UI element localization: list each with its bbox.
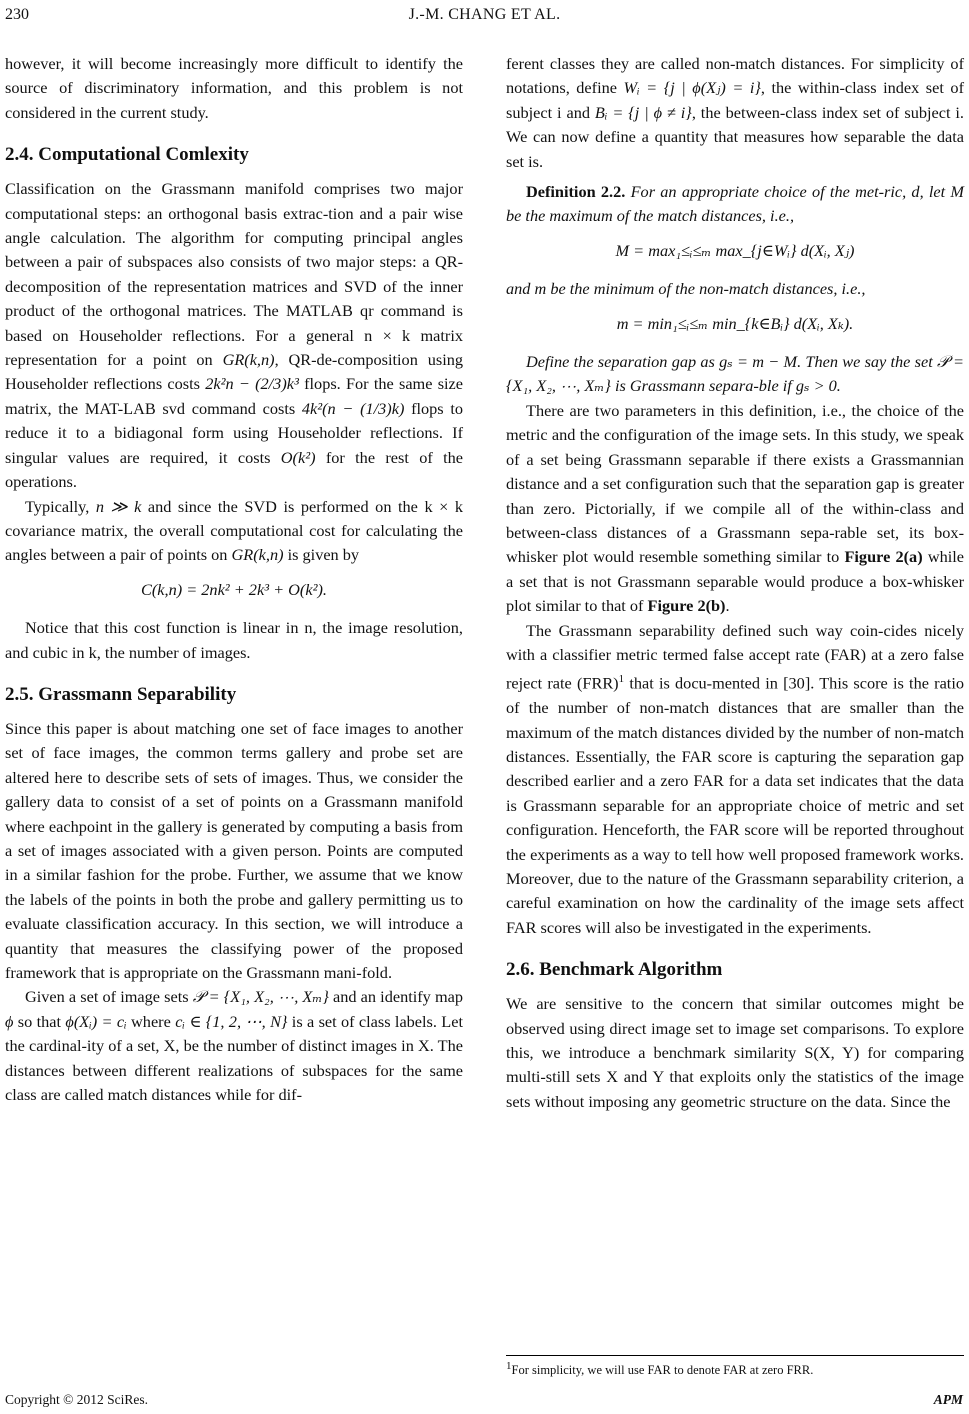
- page-number: 230: [5, 6, 29, 23]
- footnote-mark: 1: [618, 673, 625, 686]
- footnote-rule: [506, 1355, 964, 1356]
- math-svd-cost: 4k²(n − (1/3)k): [301, 398, 405, 418]
- paragraph-computational: Classification on the Grassmann manifold comprises two major computational steps: an orthogonal basis extrac-tion and a pair wise angle calculation. The algorithm for computing principal angles between a pair of subspaces also consists of two major steps: a QR-decomposition of the representation matrices and SVD of the inner product of the orthogonal matrices. The MATLAB qr command is based on Householder reflections. For a general n × k matrix representation for a point on GR(k,n), QR-de-composition using Householder reflections costs 2k²n − (2/3)k³ flops. For the same size matrix, the MAT-LAB svd command costs 4k²(n − (1/3)k) flops to reduce it to a bidiagonal form using Householder reflections. If singular values are required, it costs O(k²) for the rest of the operations.: [5, 179, 464, 492]
- section-heading-2-5: 2.5. Grassmann Separability: [5, 683, 237, 705]
- definition-text-2: and m be the minimum of the non-match distances, i.e.,: [506, 279, 866, 299]
- math-n-gg-k: n ≫ k: [95, 496, 142, 516]
- copyright: Copyright © 2012 SciRes.: [5, 1392, 149, 1407]
- math-phi-x: ϕ(Xᵢ) = cᵢ: [65, 1011, 127, 1031]
- footnote: $^1$For simplicity, we will use FAR to denote FAR at zero FRR.: [506, 1360, 814, 1378]
- math-grkn: GR(k,n): [222, 350, 275, 370]
- paragraph: however, it will become increasingly more difficult to identify the source of discriminatory information, and this problem is not considered in the current study.: [5, 54, 463, 122]
- math-set-2: 𝒫 = {X₁, X₂, ⋯, Xₘ}: [506, 352, 965, 396]
- section-heading-2-4: 2.4. Computational Comlexity: [5, 144, 249, 166]
- journal-name: APM: [933, 1392, 963, 1407]
- running-title: J.-M. CHANG ET AL.: [408, 6, 561, 23]
- math-bi: Bᵢ = {j | ϕ ≠ i}: [594, 102, 692, 122]
- paragraph: Notice that this cost function is linear in n, the image resolution, and cubic in k, the number of images.: [5, 618, 463, 662]
- math-qr-cost: 2k²n − (2/3)k³: [205, 374, 299, 394]
- math-phi: ϕ: [5, 1011, 14, 1031]
- paragraph-benchmark: We are sensitive to the concern that similar outcomes might be observed using direct image set to image set comparisons. To explore this, we introduce a benchmark similarity S(X, Y) for comparing multi-still sets X and Y that exploits only the statistics of the image sets without imposing any geometric structure on the data. Since the: [506, 994, 964, 1111]
- paragraph-image-sets: Given a set of image sets 𝒫 = {X₁, X₂, ⋯, Xₘ} and an identify map ϕ so that ϕ(Xᵢ) = cᵢ where cᵢ ∈ {1, 2, ⋯, N} is a set of class labels. Let the cardinal-ity of a set, X, be the number of distinct images in X. The distances between different realizations of subspaces for the same class are called match distances while for dif-: [5, 987, 464, 1105]
- paragraph-parameters: There are two parameters in this definition, i.e., the choice of the metric and the configuration of the image sets. In this study, we speak of a set being Grassmann separable if there exists a Grassmannian distance and a set configuration such that the separation gap is greater than zero. Pictorially, if we compile all of the within-class and between-class distances of a Grassmann sepa-rable set, its box-whisker plot would resemble something similar to Figure 2(a) while a set that is not Grassmann separable would produce a box-whisker plot similar to that of Figure 2(b).: [506, 400, 964, 616]
- definition-text-3: Define the separation gap as gₛ = m − M. Then we say the set 𝒫 = {X₁, X₂, ⋯, Xₘ} is Grassmann separa-ble if gₛ > 0.: [506, 352, 965, 396]
- math-gs: gₛ = m − M: [719, 352, 798, 372]
- math-ci: cᵢ ∈ {1, 2, ⋯, N}: [175, 1011, 288, 1031]
- math-set: 𝒫 = {X₁, X₂, ⋯, Xₘ}: [192, 987, 329, 1007]
- paragraph-typically: Typically, n ≫ k and since the SVD is performed on the k × k covariance matrix, the overall computational cost for calculating the angles between a pair of points on GR(k,n) is given by: [5, 496, 463, 565]
- equation-cost: C(k,n) = 2nk² + 2k³ + O(k²).: [141, 579, 327, 599]
- paragraph-separability: Since this paper is about matching one set of face images to another set of face images, the common terms gallery and probe set are altered here to describe sets of sets of images. Thus, we consider the gallery data to consist of a set of points on a Grassmann manifold where eachpoint in the gallery is generated by computing a basis from a set of images associated with a given person. Points are computed in a similar fashion for the probe. Further, we assume that we know the labels of the points in both the probe and gallery permitting us to evaluate classification accuracy. In this section, we will introduce a quantity that measures the classifying power of the proposed framework that is appropriate on the Grassmann mani-fold.: [5, 718, 463, 982]
- definition-label: Definition 2.2.: [526, 182, 626, 202]
- section-heading-2-6: 2.6. Benchmark Algorithm: [506, 959, 723, 981]
- equation-m: m = min₁≤ᵢ≤ₘ min_{k∈Bᵢ} d(Xᵢ, Xₖ).: [616, 313, 854, 333]
- left-column: [5, 52, 463, 1107]
- math-wi: Wᵢ = {j | ϕ(Xⱼ) = i}: [623, 78, 761, 98]
- equation-M: M = max₁≤ᵢ≤ₘ max_{j∈Wᵢ} d(Xᵢ, Xⱼ): [615, 240, 855, 260]
- math-ok2: O(k²): [280, 447, 316, 467]
- definition-2-2: Definition 2.2. For an appropriate choice of the met-ric, d, let M be the maximum of the match distances, i.e.,: [506, 182, 964, 226]
- figure-ref-2b[interactable]: Figure 2(b): [647, 596, 726, 616]
- figure-ref-2a[interactable]: Figure 2(a): [844, 547, 923, 567]
- right-column: [506, 52, 964, 1114]
- math-gs-0: gₛ > 0.: [795, 376, 841, 396]
- paragraph-nonmatch: ferent classes they are called non-match distances. For simplicity of notations, define Wᵢ = {j | ϕ(Xⱼ) = i}, the within-class index set of subject i and Bᵢ = {j | ϕ ≠ i}, the between-class index set of subject i. We can now define a quantity that measures how separable the data set is.: [506, 54, 965, 171]
- paragraph-far: The Grassmann separability defined such way coin-cides nicely with a classifier metric termed false accept rate (FAR) at a zero false reject rate (FRR)$^1$ that is docu-mented in [30]. This score is the ratio of the number of non-match distances that are smaller than the maximum of the match distances divided by the number of non-match distances. Essentially, the FAR score is capturing the separation gap described earlier and a zero FAR for a data set indicates that the data is Grassmann separable for an appropriate choice of metric and set configuration. Henceforth, the FAR score will be reported throughout the experiments as a way to tell how well proposed framework works. Moreover, due to the nature of the Grassmann separability criterion, a careful examination on how the cardinality of the image sets affect FAR scores will also be investigated in the experiments.: [506, 620, 964, 937]
- math-grkn-2: GR(k,n): [231, 545, 284, 565]
